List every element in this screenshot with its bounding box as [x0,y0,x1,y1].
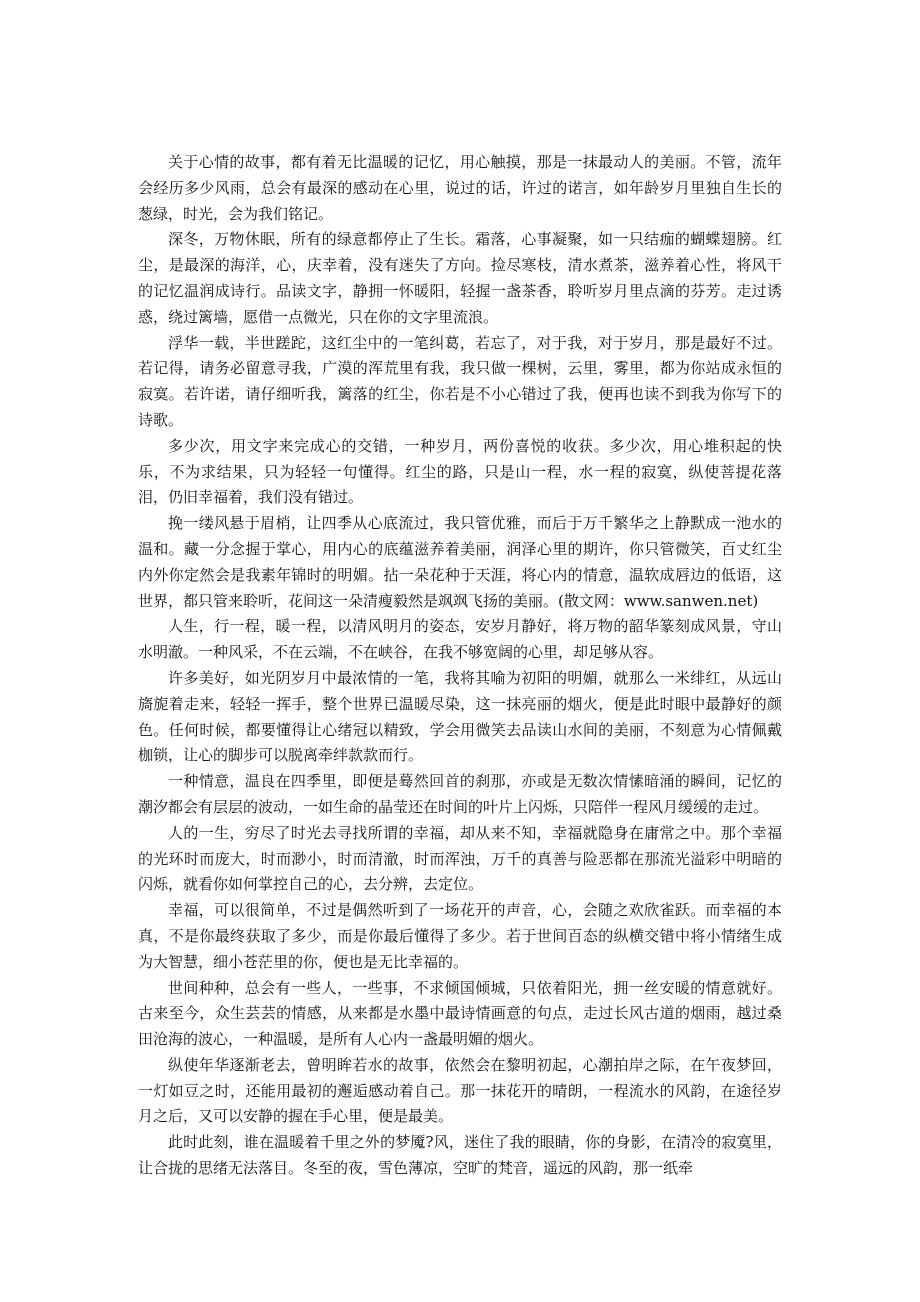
paragraph-13: 此时此刻，谁在温暖着千里之外的梦魇?风，迷住了我的眼睛，你的身影，在清冷的寂寞里，让合拢的思绪无法落目。冬至的夜，雪色薄凉，空旷的梵音，遥远的风韵，那一纸牵 [138,1133,782,1178]
paragraph-8: 一种情意，温良在四季里，即便是蓦然回首的刹那，亦或是无数次情愫暗涌的瞬间，记忆的潮汐都会有层层的波动，一如生命的晶莹还在时间的叶片上闪烁，只陪伴一程风月缓缓的走过。 [138,772,782,816]
paragraph-3: 浮华一载，半世蹉跎，这红尘中的一笔纠葛，若忘了，对于我，对于岁月，那是最好不过。若记得，请务必留意寻我，广漠的浑荒里有我，我只做一棵树，云里，雾里，都为你站成永恒的寂寞。若许诺，请仔细听我，篱落的红尘，你若是不小心错过了我，便再也读不到我为你写下的诗歌。 [138,333,782,429]
paragraph-7: 许多美好，如光阴岁月中最浓情的一笔，我将其喻为初阳的明媚，就那么一米绯红，从远山旖旎着走来，轻轻一挥手，整个世界已温暖尽染，这一抹亮丽的烟火，便是此时眼中最静好的颜色。任何时候，都要懂得让心绪冠以精致，学会用微笑去品读山水间的美丽，不刻意为心情佩戴枷锁，让心的脚步可以脱离牵绊款款而行。 [138,668,782,765]
paragraph-2: 深冬，万物休眠，所有的绿意都停止了生长。霜落，心事凝聚，如一只结痂的蝴蝶翅膀。红尘，是最深的海洋，心，庆幸着，没有迷失了方向。捡尽寒枝，清水煮茶，滋养着心性，将风干的记忆温润成诗行。品读文字，静拥一怀暖阳，轻握一盏茶香，聆听岁月里点滴的芬芳。走过诱惑，绕过篱墙，愿借一点微光，只在你的文字里流浪。 [138,230,782,326]
paragraph-1: 关于心情的故事，都有着无比温暖的记忆，用心触摸，那是一抹最动人的美丽。不管，流年会经历多少风雨，总会有最深的感动在心里，说过的话，许过的诺言，如年龄岁月里独自生长的葱绿，时光，会为我们铭记。 [138,153,782,223]
document-body [138,150,782,1182]
paragraph-11: 世间种种，总会有一些人，一些事，不求倾国倾城，只依着阳光，拥一丝安暖的情意就好。古来至今，众生芸芸的情感，从来都是水墨中最诗情画意的句点，走过长风古道的烟雨，越过桑田沧海的波心，一种温暖，是所有人心内一盏最明媚的烟火。 [138,978,782,1049]
paragraph-6: 人生，行一程，暖一程，以清风明月的姿态，安岁月静好，将万物的韶华篆刻成风景，守山水明澈。一种风采，不在云端，不在峡谷，在我不够宽阔的心里，却足够从容。 [138,617,782,662]
paragraph-4: 多少次，用文字来完成心的交错，一种岁月，两份喜悦的收获。多少次，用心堆积起的快乐，不为求结果，只为轻轻一句懂得。红尘的路，只是山一程，水一程的寂寞，纵使菩提花落泪，仍旧幸福着，我们没有错过。 [138,436,782,507]
paragraph-5: 挽一缕风悬于眉梢，让四季从心底流过，我只管优雅，而后于万千繁华之上静默成一池水的温和。藏一分念握于掌心，用内心的底蕴滋养着美丽，润泽心里的期许，你只管微笑，百丈红尘内外你定然会是我素年锦时的明媚。拈一朵花种于天涯，将心内的情意，温软成唇边的低语，这世界，都只管来聆听，花间这一朵清瘦毅然是飒飒飞扬的美丽。(散文网：www.sanwen.net) [138,514,782,610]
paragraph-9: 人的一生，穷尽了时光去寻找所谓的幸福，却从来不知，幸福就隐身在庸常之中。那个幸福的光环时而庞大，时而渺小，时而清澈，时而浑浊，万千的真善与险恶都在那流光溢彩中明暗的闪烁，就看你如何掌控自己的心，去分辨，去定位。 [138,823,782,894]
paragraph-10: 幸福，可以很简单，不过是偶然听到了一场花开的声音，心，会随之欢欣雀跃。而幸福的本真，不是你最终获取了多少，而是你最后懂得了多少。若于世间百态的纵横交错中将小情绪生成为大智慧，细小苍茫里的你，便也是无比幸福的。 [138,901,782,971]
paragraph-12: 纵使年华逐渐老去，曾明眸若水的故事，依然会在黎明初起，心潮拍岸之际，在午夜梦回，一灯如豆之时，还能用最初的邂逅感动着自己。那一抹花开的晴朗，一程流水的风韵，在途径岁月之后，又可以安静的握在手心里，便是最美。 [138,1055,782,1126]
